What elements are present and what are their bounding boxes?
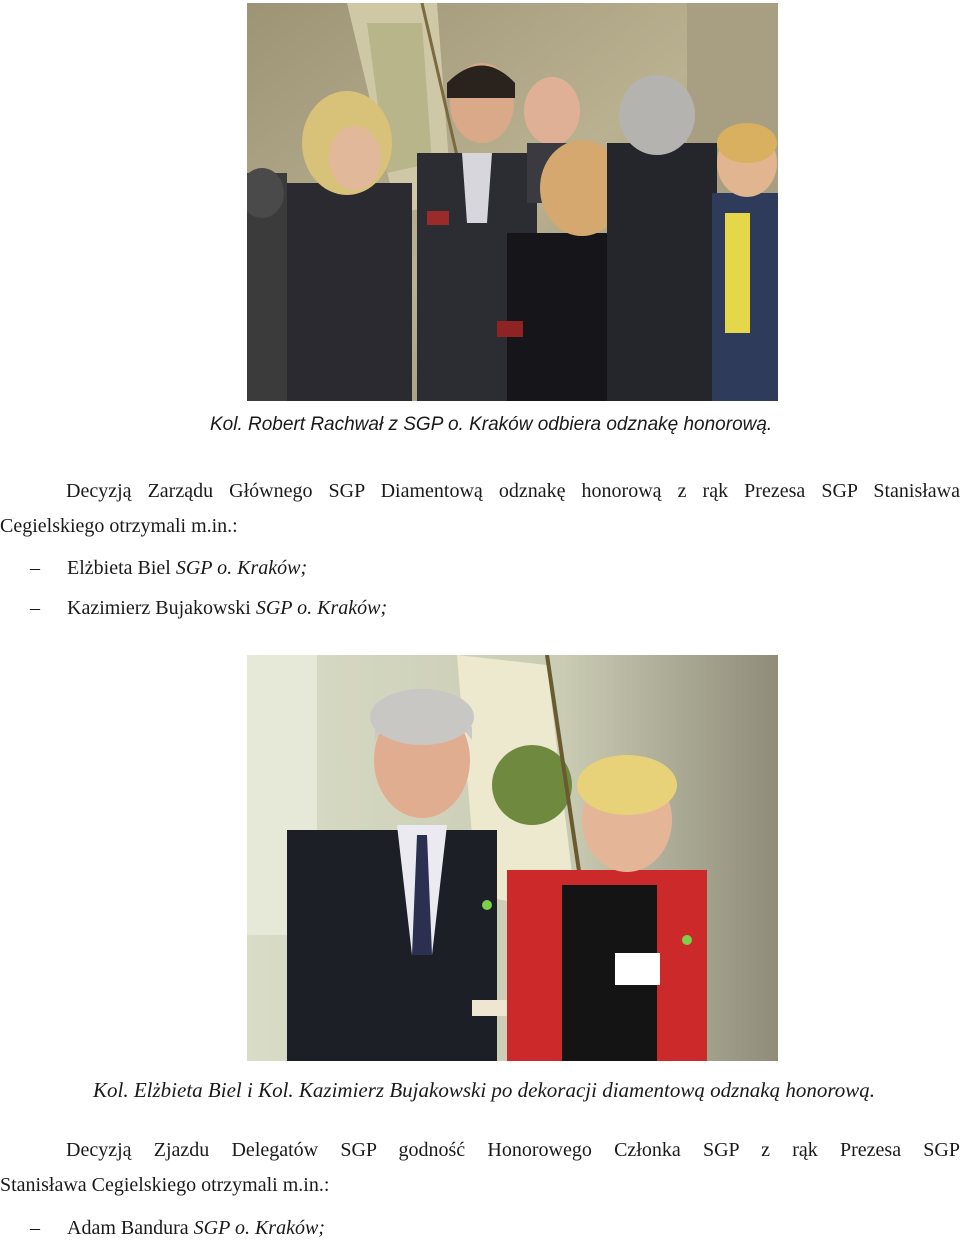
- person-name: Kazimierz Bujakowski: [67, 597, 251, 619]
- list-dash: –: [30, 1217, 40, 1239]
- photo-caption: Kol. Robert Rachwał z SGP o. Kraków odbiera odznakę honorową.: [210, 414, 773, 435]
- person-name: Adam Bandura: [67, 1217, 189, 1239]
- award-ceremony-illustration: [247, 3, 778, 401]
- awardees-portrait-illustration: [247, 655, 778, 1061]
- list-dash: –: [30, 557, 40, 579]
- photo-caption: Kol. Elżbieta Biel i Kol. Kazimierz Bujakowski po dekoracji diamentową odznaką honorową.: [93, 1078, 876, 1102]
- paragraph-line: Decyzją Zarządu Głównego SGP Diamentową odznakę honorową z rąk Prezesa SGP Stanisława: [66, 480, 960, 502]
- branch-name: SGP o. Kraków;: [255, 597, 388, 619]
- award-ceremony-photo: [247, 3, 778, 401]
- paragraph-line: Stanisława Cegielskiego otrzymali m.in.:: [0, 1174, 330, 1196]
- branch-name: SGP o. Kraków;: [175, 557, 308, 579]
- awardees-portrait-photo: [247, 655, 778, 1061]
- branch-name: SGP o. Kraków;: [193, 1217, 325, 1239]
- list-dash: –: [30, 597, 40, 619]
- paragraph-line: Decyzją Zjazdu Delegatów SGP godność Honorowego Członka SGP z rąk Prezesa SGP: [66, 1139, 960, 1161]
- paragraph-line: Cegielskiego otrzymali m.in.:: [0, 515, 238, 537]
- person-name: Elżbieta Biel: [67, 557, 171, 579]
